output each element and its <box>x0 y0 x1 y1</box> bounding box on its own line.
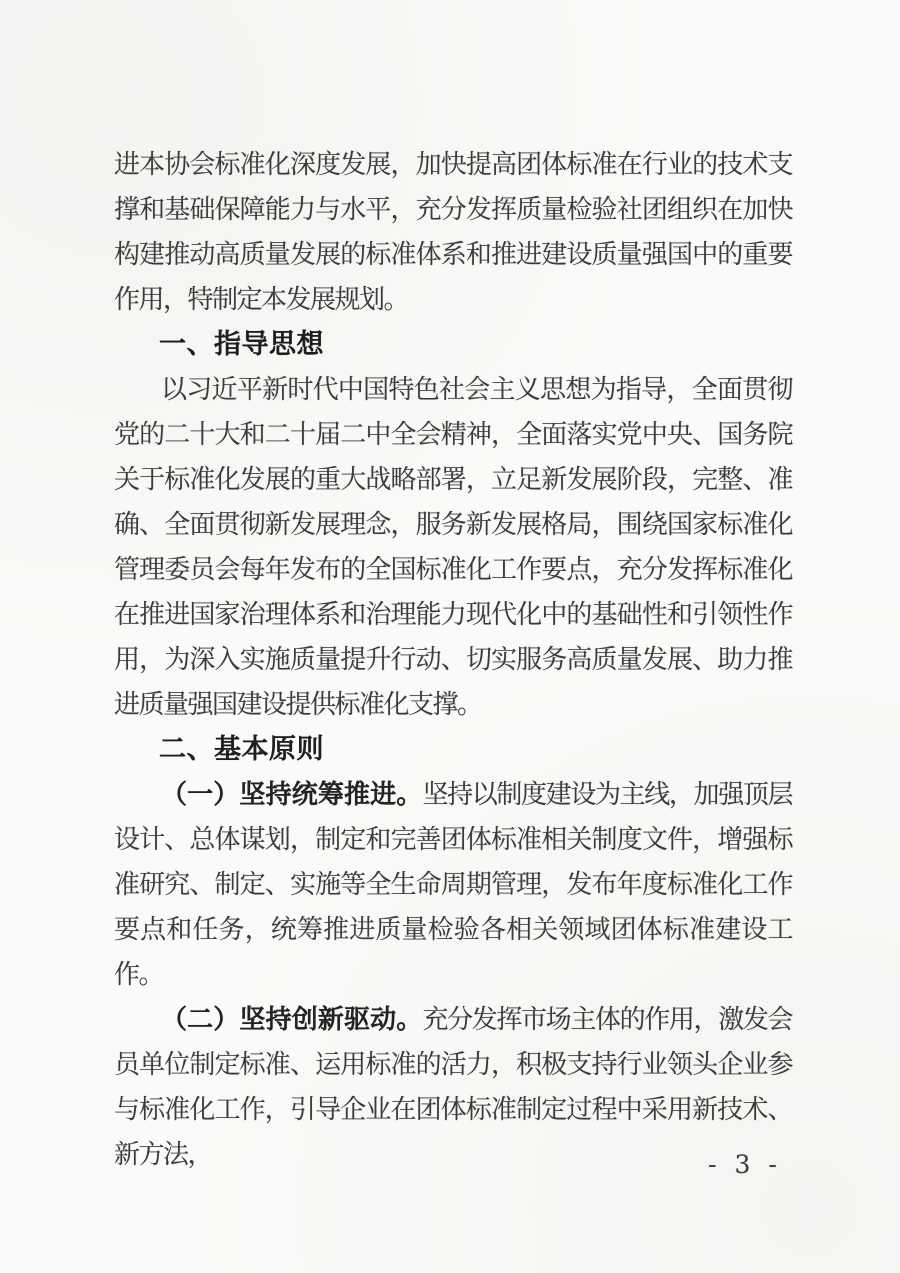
principle-1-lead: （一）坚持统筹推进。 <box>161 780 423 809</box>
principle-paragraph-2 <box>114 997 792 1177</box>
document-body <box>114 142 792 1177</box>
principle-paragraph-1 <box>114 772 792 997</box>
principle-1-text: 坚持以制度建设为主线，加强顶层设计、总体谋划，制定和完善团体标准相关制度文件，增强标准研究、制定、实施等全生命周期管理，发布年度标准化工作要点和任务，统筹推进质量检验各相关领域团体标准建设工作。 <box>114 780 792 989</box>
intro-continuation-paragraph: 进本协会标准化深度发展，加快提高团体标准在行业的技术支撑和基础保障能力与水平，充分发挥质量检验社团组织在加快构建推动高质量发展的标准体系和推进建设质量强国中的重要作用，特制定本发展规划。 <box>114 150 792 314</box>
principle-2-text: 充分发挥市场主体的作用，激发会员单位制定标准、运用标准的活力，积极支持行业领头企业参与标准化工作，引导企业在团体标准制定过程中采用新技术、新方法， <box>114 1005 792 1169</box>
section-heading-basic-principles: 二、基本原则 <box>159 734 324 764</box>
principle-2-lead: （二）坚持创新驱动。 <box>161 1005 423 1034</box>
section-heading-guiding-ideology: 一、指导思想 <box>159 329 324 359</box>
page-number: - 3 - <box>708 1150 782 1179</box>
guiding-ideology-paragraph: 以习近平新时代中国特色社会主义思想为指导，全面贯彻党的二十大和二十届二中全会精神，全面落实党中央、国务院关于标准化发展的重大战略部署，立足新发展阶段，完整、准确、全面贯彻新发展理念，服务新发展格局，围绕国家标准化管理委员会每年发布的全国标准化工作要点，充分发挥标准化在推进国家治理体系和治理能力现代化中的基础性和引领性作用，为深入实施质量提升行动、切实服务高质量发展、助力推进质量强国建设提供标准化支撑。 <box>114 375 792 719</box>
